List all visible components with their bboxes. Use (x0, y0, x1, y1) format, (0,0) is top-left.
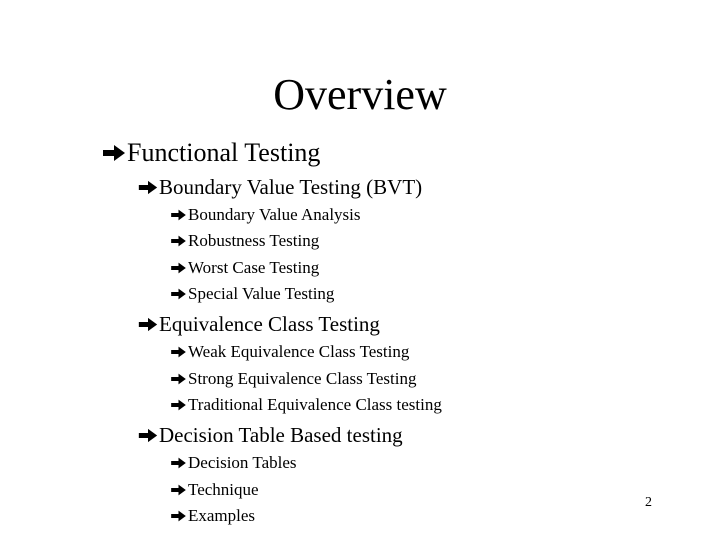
right-arrow-icon (170, 346, 187, 358)
sub-bullet-item (170, 341, 409, 363)
sub-bullet-label: Special Value Testing (188, 284, 335, 303)
sub-bullet-item (170, 283, 334, 305)
sub-bullet-label: Decision Tables (188, 453, 297, 472)
right-arrow-icon (170, 235, 187, 247)
right-arrow-icon (170, 209, 187, 221)
sub-bullet-label: Worst Case Testing (188, 258, 320, 277)
right-arrow-icon (170, 457, 187, 469)
right-arrow-icon (170, 373, 187, 385)
sub-bullet-item (170, 505, 255, 527)
right-arrow-icon (170, 262, 187, 274)
sub-bullet-item (170, 257, 319, 279)
slide-title: Overview (273, 70, 447, 119)
bullet-functional-testing (102, 138, 320, 168)
sub-bullet-label: Examples (188, 506, 256, 525)
sub-bullet-label: Boundary Value Analysis (188, 205, 361, 224)
bullet-bvt (138, 174, 422, 200)
sub-bullet-item (170, 230, 319, 252)
sub-bullet-label: Traditional Equivalence Class testing (188, 395, 442, 414)
right-arrow-icon (170, 399, 187, 411)
bullet-label: Functional Testing (127, 138, 321, 167)
right-arrow-icon (138, 180, 158, 195)
bullet-label: Boundary Value Testing (BVT) (159, 175, 423, 199)
right-arrow-icon (170, 484, 187, 496)
sub-bullet-item (170, 368, 416, 390)
sub-bullet-item (170, 479, 259, 501)
sub-bullet-label: Technique (188, 480, 259, 499)
bullet-label: Decision Table Based testing (159, 423, 403, 447)
sub-bullet-label: Robustness Testing (188, 231, 320, 250)
bullet-equivalence-class-testing (138, 311, 380, 337)
right-arrow-icon (138, 428, 158, 443)
right-arrow-icon (170, 510, 187, 522)
right-arrow-icon (138, 317, 158, 332)
sub-bullet-item (170, 204, 361, 226)
sub-bullet-item (170, 394, 442, 416)
page-number: 2 (645, 495, 652, 510)
right-arrow-icon (102, 144, 126, 162)
sub-bullet-label: Weak Equivalence Class Testing (188, 342, 410, 361)
bullet-label: Equivalence Class Testing (159, 312, 380, 336)
sub-bullet-item (170, 452, 297, 474)
sub-bullet-label: Strong Equivalence Class Testing (188, 369, 417, 388)
right-arrow-icon (170, 288, 187, 300)
bullet-decision-table-testing (138, 422, 403, 448)
